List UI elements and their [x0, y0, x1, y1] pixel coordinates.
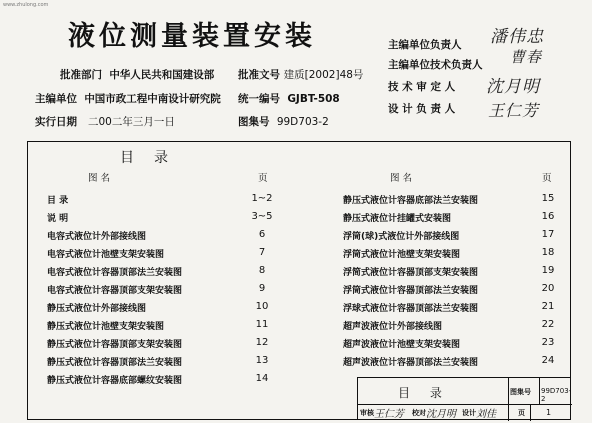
- toc-entry-name: 静压式液位计容器顶部法兰安装图: [47, 358, 183, 368]
- toc-entry-page: 1~2: [251, 193, 273, 204]
- toc-entry-name: 电容式液位计池壁支架安装图: [47, 250, 165, 260]
- page-label: 页: [518, 409, 525, 417]
- toc-entry-page: 9: [258, 283, 266, 294]
- unified-number: 统一编号 GJBT-508: [238, 93, 340, 105]
- toc-entry-page: 11: [255, 319, 269, 330]
- toc-entry-page: 16: [541, 211, 555, 222]
- toc-entry-name: 静压式液位计容器底部螺纹安装图: [47, 376, 183, 386]
- toc-title: 目录: [120, 150, 188, 166]
- toc-entry-name: 静压式液位计外部接线图: [47, 304, 147, 314]
- toc-left-header-name: 图 名: [88, 173, 111, 184]
- chief-unit-tech-head: 主编单位技术负责人: [388, 59, 483, 71]
- toc-entry-page: 6: [258, 229, 266, 240]
- toc-entry-page: 15: [541, 193, 555, 204]
- toc-entry-name: 浮筒(球)式液位计外部接线图: [343, 232, 460, 242]
- approval-department: 批准部门 中华人民共和国建设部: [60, 69, 215, 81]
- toc-entry-name: 静压式液位计容器底部法兰安装图: [343, 196, 479, 206]
- toc-entry-name: 电容式液位计容器顶部支架安装图: [47, 286, 183, 296]
- toc-entry-name: 电容式液位计容器顶部法兰安装图: [47, 268, 183, 278]
- toc-entry-name: 目 录: [47, 196, 69, 206]
- title-block-atlas-value: 99D703-2: [541, 387, 572, 403]
- signature-technical-reviewer: 沈月明: [486, 77, 540, 97]
- toc-entry-page: 12: [255, 337, 269, 348]
- check-label: 校对: [412, 409, 426, 417]
- atlas-number: 图集号 99D703-2: [238, 116, 329, 128]
- toc-entry-page: 22: [541, 319, 555, 330]
- toc-entry-name: 说 明: [47, 214, 69, 224]
- design-signature: 刘佳: [476, 409, 496, 420]
- title-block-atlas-label: 图集号: [510, 388, 531, 396]
- toc-left-header-page: 页: [258, 173, 268, 184]
- toc-entry-name: 电容式液位计外部接线图: [47, 232, 147, 242]
- page-title: 液位测量装置安装: [68, 21, 316, 52]
- watermark: www.zhulong.com: [3, 2, 49, 8]
- toc-right-header-page: 页: [542, 173, 552, 184]
- toc-entry-page: 14: [255, 373, 269, 384]
- toc-entry-page: 20: [541, 283, 555, 294]
- toc-entry-name: 超声波液位计池壁支架安装图: [343, 340, 461, 350]
- toc-entry-name: 浮筒式液位计容器顶部法兰安装图: [343, 286, 479, 296]
- toc-entry-page: 8: [258, 265, 266, 276]
- toc-entry-page: 17: [541, 229, 555, 240]
- toc-entry-page: 3~5: [251, 211, 273, 222]
- effective-date: 实行日期 二00二年三月一日: [35, 116, 175, 128]
- toc-entry-page: 10: [255, 301, 269, 312]
- chief-unit-head: 主编单位负责人: [388, 39, 462, 51]
- toc-entry-page: 21: [541, 301, 555, 312]
- editing-unit: 主编单位 中国市政工程中南设计研究院: [35, 93, 221, 105]
- toc-entry-page: 23: [541, 337, 555, 348]
- design-label: 设计: [462, 409, 476, 417]
- toc-entry-name: 静压式液位计池壁支架安装图: [47, 322, 165, 332]
- toc-entry-page: 13: [255, 355, 269, 366]
- toc-entry-name: 超声波液位计外部接线图: [343, 322, 443, 332]
- page-value: 1: [546, 408, 552, 417]
- toc-entry-page: 7: [258, 247, 266, 258]
- review-signature: 王仁芳: [374, 409, 404, 420]
- title-block: [357, 377, 571, 420]
- toc-entry-page: 18: [541, 247, 555, 258]
- technical-reviewer: 技 术 审 定 人: [388, 81, 456, 93]
- review-label: 审核: [360, 409, 374, 417]
- toc-entry-page: 19: [541, 265, 555, 276]
- toc-entry-name: 静压式液位计挂罐式安装图: [343, 214, 452, 224]
- toc-entry-name: 浮筒式液位计池壁支架安装图: [343, 250, 461, 260]
- toc-entry-page: 24: [541, 355, 555, 366]
- title-block-name: 目 录: [398, 386, 450, 400]
- toc-entry-name: 浮球式液位计容器顶部法兰安装图: [343, 304, 479, 314]
- toc-entry-name: 静压式液位计容器顶部支架安装图: [47, 340, 183, 350]
- toc-entry-name: 浮简式液位计容器顶部支架安装图: [343, 268, 479, 278]
- check-signature: 沈月明: [426, 409, 456, 420]
- approval-number: 批准文号 建质[2002]48号: [238, 69, 364, 81]
- signature-chief-unit-head: 潘伟忠: [490, 27, 544, 47]
- toc-right-header-name: 图 名: [390, 173, 413, 184]
- design-head: 设 计 负 责 人: [388, 103, 456, 115]
- signature-design-head: 王仁芳: [488, 101, 540, 120]
- signature-tech-head: 曹春: [510, 48, 543, 66]
- toc-entry-name: 超声波液位计容器顶部法兰安装图: [343, 358, 479, 368]
